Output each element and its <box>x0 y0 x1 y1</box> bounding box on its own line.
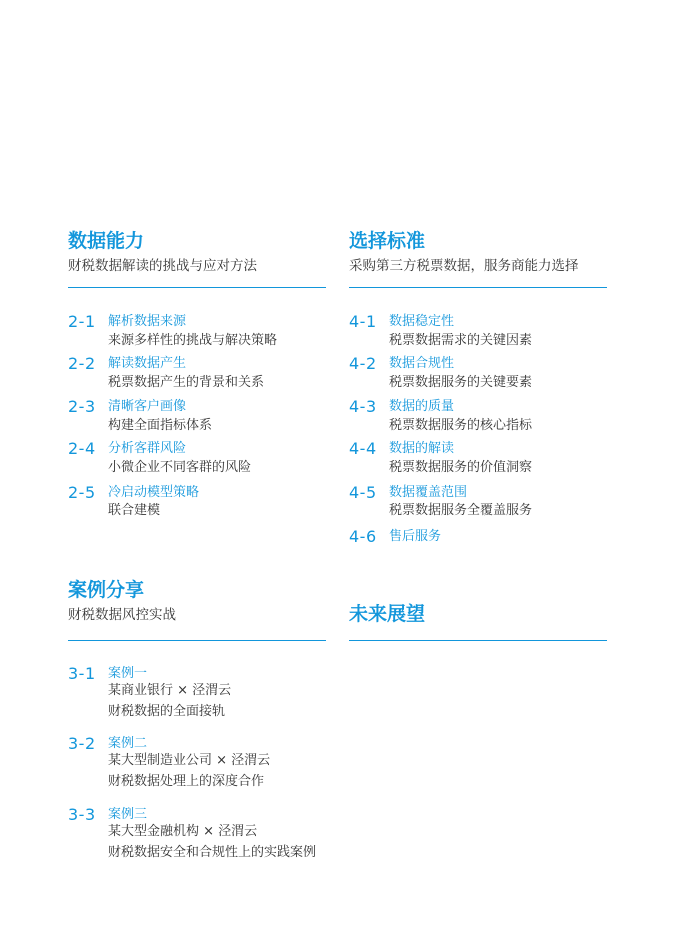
section-title: 选择标准 <box>349 230 426 252</box>
section-title: 未来展望 <box>349 603 426 625</box>
item-title: 案例二 <box>108 736 148 751</box>
item-number: 2-5 <box>68 483 96 502</box>
item-title: 案例一 <box>108 666 148 681</box>
item-title: 售后服务 <box>389 529 442 544</box>
item-title: 冷启动模型策略 <box>108 485 200 500</box>
section-title: 案例分享 <box>68 579 145 601</box>
item-description: 构建全面指标体系 <box>108 418 213 433</box>
item-title: 清晰客户画像 <box>108 399 187 414</box>
item-title: 数据的质量 <box>389 399 455 414</box>
section-divider <box>349 640 607 641</box>
section-subtitle: 财税数据解读的挑战与应对方法 <box>68 258 257 274</box>
item-description: 税票数据服务的关键要素 <box>389 375 533 390</box>
item-description: 小微企业不同客群的风险 <box>108 460 252 475</box>
item-number: 4-1 <box>349 312 377 331</box>
item-title: 数据稳定性 <box>389 314 455 329</box>
item-description: 财税数据的全面接轨 <box>108 704 226 719</box>
section-divider <box>68 287 326 288</box>
item-title: 解读数据产生 <box>108 356 187 371</box>
section-divider <box>68 640 326 641</box>
item-description: 税票数据产生的背景和关系 <box>108 375 265 390</box>
section-divider <box>349 287 607 288</box>
item-description: 联合建模 <box>108 503 161 518</box>
item-number: 4-4 <box>349 439 377 458</box>
item-description: 财税数据安全和合规性上的实践案例 <box>108 845 317 860</box>
item-number: 3-1 <box>68 664 96 683</box>
item-title: 数据覆盖范围 <box>389 485 468 500</box>
item-number: 2-2 <box>68 354 96 373</box>
item-title: 数据的解读 <box>389 441 455 456</box>
section-subtitle: 采购第三方税票数据，服务商能力选择 <box>349 258 579 274</box>
item-description: 税票数据服务全覆盖服务 <box>389 503 533 518</box>
item-title: 数据合规性 <box>389 356 455 371</box>
item-number: 4-3 <box>349 397 377 416</box>
item-description: 来源多样性的挑战与解决策略 <box>108 333 278 348</box>
item-number: 3-3 <box>68 805 96 824</box>
item-title: 分析客群风险 <box>108 441 187 456</box>
item-title: 案例三 <box>108 807 148 822</box>
item-description: 某大型金融机构 × 泾渭云 <box>108 824 258 839</box>
item-description: 税票数据服务的价值洞察 <box>389 460 533 475</box>
item-number: 4-2 <box>349 354 377 373</box>
item-description: 税票数据需求的关键因素 <box>389 333 533 348</box>
item-number: 4-5 <box>349 483 377 502</box>
item-number: 3-2 <box>68 734 96 753</box>
item-title: 解析数据来源 <box>108 314 187 329</box>
section-title: 数据能力 <box>68 230 145 252</box>
item-description: 某商业银行 × 泾渭云 <box>108 683 232 698</box>
item-number: 2-3 <box>68 397 96 416</box>
item-number: 2-4 <box>68 439 96 458</box>
item-number: 4-6 <box>349 527 377 546</box>
item-description: 税票数据服务的核心指标 <box>389 418 533 433</box>
item-number: 2-1 <box>68 312 96 331</box>
section-subtitle: 财税数据风控实战 <box>68 607 176 623</box>
item-description: 某大型制造业公司 × 泾渭云 <box>108 753 271 768</box>
item-description: 财税数据处理上的深度合作 <box>108 774 265 789</box>
